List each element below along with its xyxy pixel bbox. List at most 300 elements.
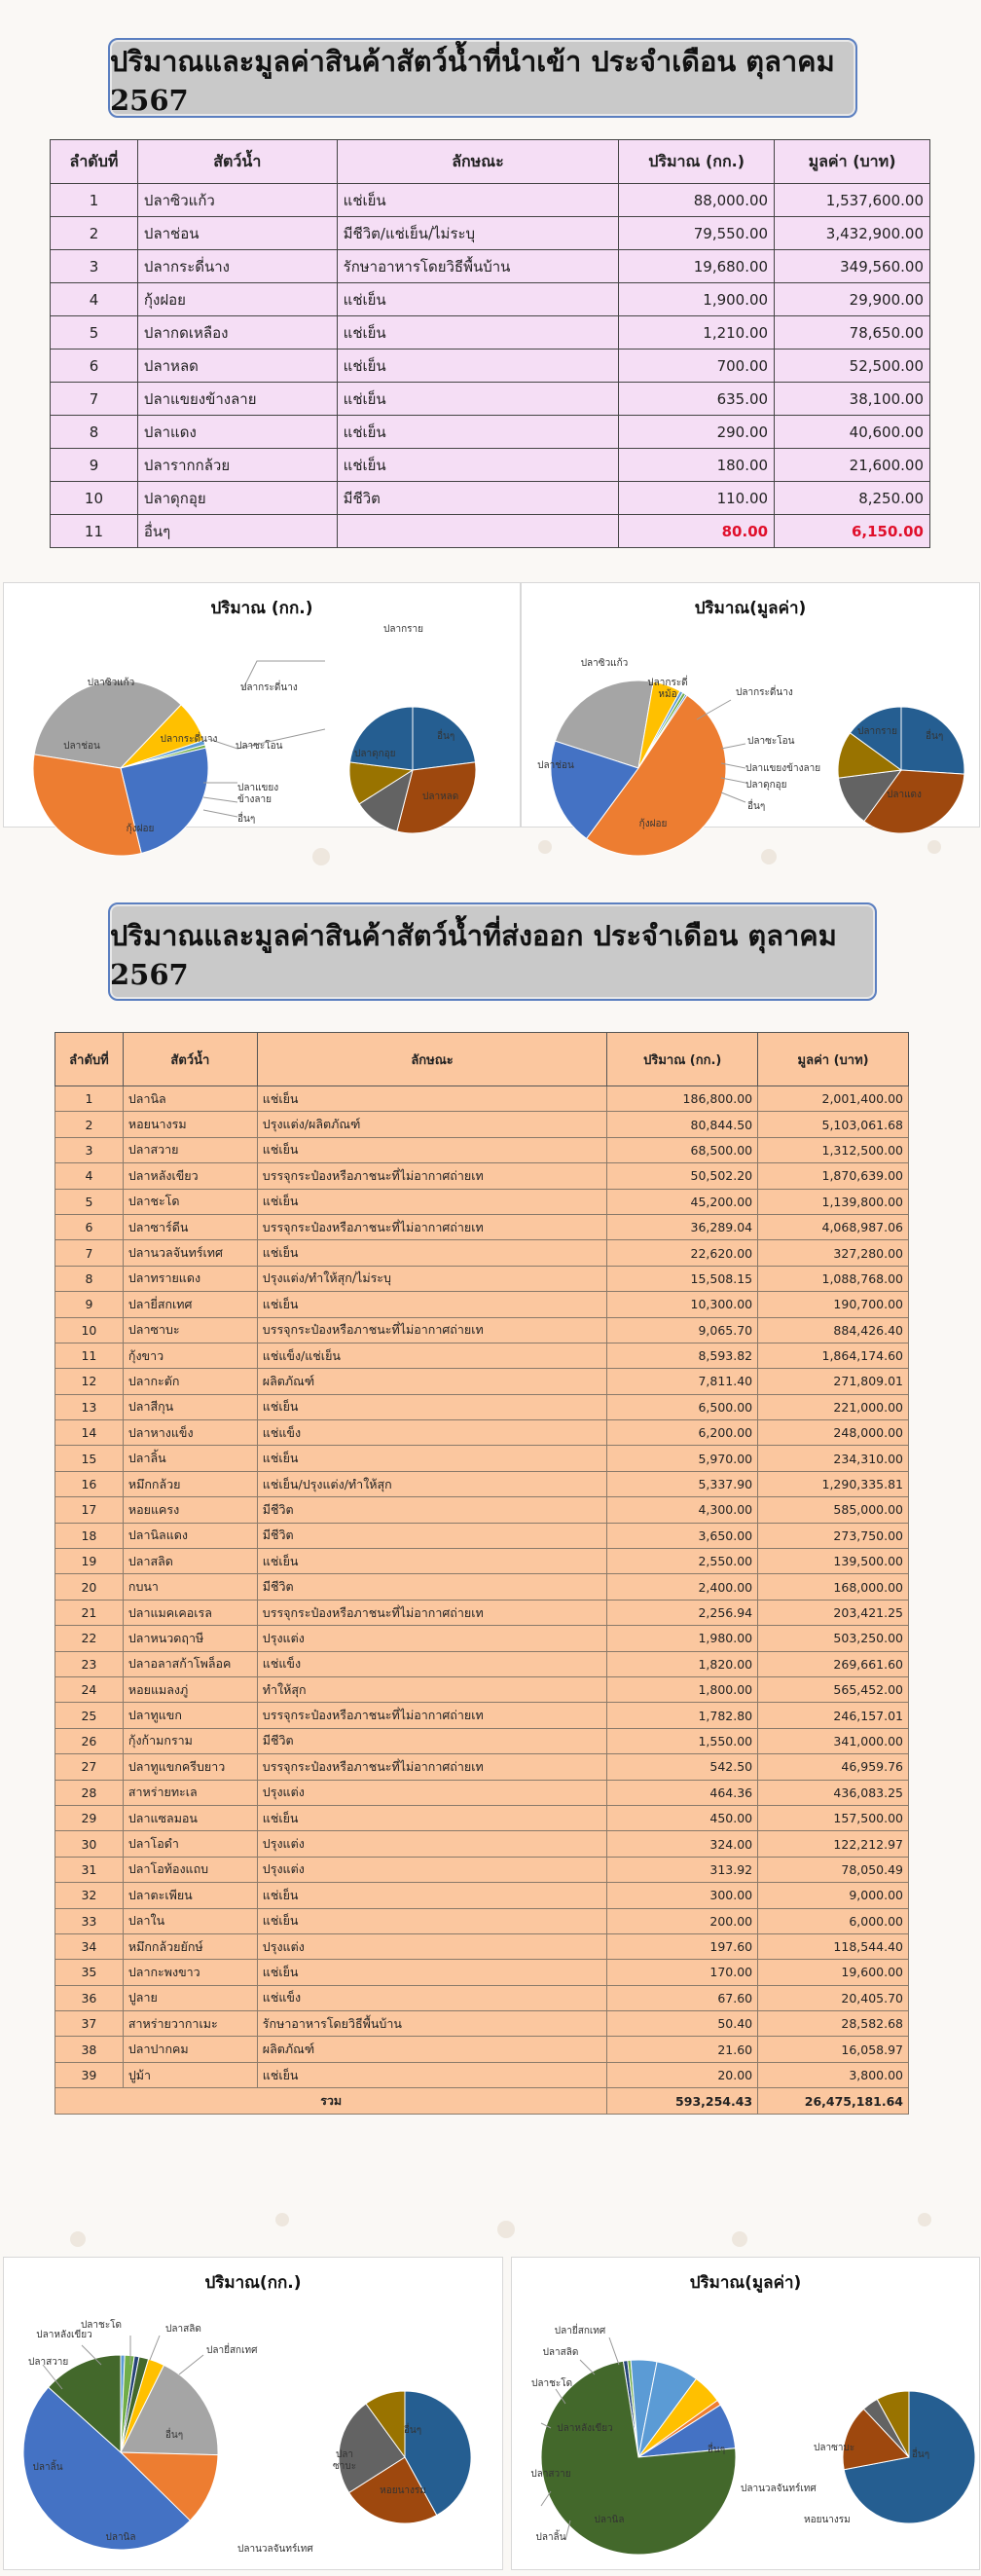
- row-order: 15: [55, 1446, 124, 1471]
- row-volume: 313.92: [607, 1857, 758, 1882]
- total-volume: 593,254.43: [607, 2088, 758, 2115]
- row-order: 13: [55, 1394, 124, 1419]
- row-species: ปลาหนวดฤาษี: [123, 1626, 257, 1651]
- table-row: [55, 1137, 909, 1162]
- row-species: กุ้งฝอย: [137, 283, 337, 316]
- table-row: [55, 1112, 909, 1137]
- pie-label: กุ้งฝอย: [638, 819, 668, 829]
- row-value: 157,500.00: [758, 1805, 909, 1830]
- pie-label: ปลาสลิด: [165, 2324, 201, 2335]
- row-form: แช่เย็น: [257, 1086, 607, 1112]
- table-row: [55, 1343, 909, 1368]
- leader-line: [150, 2336, 160, 2360]
- header-form: ลักษณะ: [337, 140, 619, 184]
- row-form: แช่เย็น: [337, 316, 619, 350]
- row-form: มีชีวิต: [257, 1497, 607, 1523]
- row-value: 21,600.00: [775, 449, 930, 482]
- row-value: 9,000.00: [758, 1883, 909, 1908]
- export-table: [54, 1032, 909, 2115]
- pie-label: อื่นๆ: [403, 2425, 422, 2436]
- row-form: มีชีวิต: [337, 482, 619, 515]
- table-row: [55, 1651, 909, 1676]
- row-volume: 88,000.00: [619, 184, 775, 217]
- table-row: [55, 1369, 909, 1394]
- row-order: 21: [55, 1600, 124, 1625]
- chart-title: ปริมาณ(มูลค่า): [694, 599, 807, 618]
- row-species: ปูม้า: [123, 2062, 257, 2087]
- table-row: [51, 383, 930, 416]
- leader-line: [721, 792, 745, 802]
- row-value: 1,088,768.00: [758, 1266, 909, 1291]
- table-row: [55, 1574, 909, 1600]
- sub-pie: [843, 2391, 975, 2523]
- pie-label: ปลาสวาย: [530, 2469, 571, 2480]
- row-species: ปลาแซลมอน: [123, 1805, 257, 1830]
- header-order: ลำดับที่: [55, 1033, 124, 1086]
- row-order: 11: [51, 515, 138, 548]
- row-value: 118,544.40: [758, 1933, 909, 1959]
- import-title: ปริมาณและมูลค่าสินค้าสัตว์น้ำที่นำเข้า ประจำเดือน ตุลาคม 2567: [108, 38, 857, 118]
- row-form: แช่แข็ง: [257, 1985, 607, 2010]
- row-value: 203,421.25: [758, 1600, 909, 1625]
- export-table-header: [55, 1033, 909, 1086]
- row-species: ปลาทูแขกครีบยาว: [123, 1754, 257, 1780]
- row-form: แช่เย็น: [257, 1240, 607, 1266]
- row-order: 27: [55, 1754, 124, 1780]
- row-order: 6: [51, 350, 138, 383]
- row-volume: 170.00: [607, 1960, 758, 1985]
- row-volume: 1,210.00: [619, 316, 775, 350]
- row-form: บรรจุกระป๋องหรือภาชนะที่ไม่อากาศถ่ายเท: [257, 1600, 607, 1625]
- header-form: ลักษณะ: [257, 1033, 607, 1086]
- row-species: ปลาแขยงข้างลาย: [137, 383, 337, 416]
- row-order: 9: [55, 1292, 124, 1317]
- row-form: รักษาอาหารโดยวิธีพื้นบ้าน: [257, 2011, 607, 2037]
- row-value: 8,250.00: [775, 482, 930, 515]
- row-value: 349,560.00: [775, 250, 930, 283]
- row-value: 585,000.00: [758, 1497, 909, 1523]
- row-volume: 1,820.00: [607, 1651, 758, 1676]
- table-row: [55, 1497, 909, 1523]
- row-species: กุ้งก้ามกราม: [123, 1728, 257, 1753]
- table-row: [55, 1523, 909, 1548]
- row-volume: 110.00: [619, 482, 775, 515]
- pie-label: อื่นๆ: [437, 731, 455, 742]
- row-order: 9: [51, 449, 138, 482]
- row-form: ปรุงแต่ง/ทำให้สุก/ไม่ระบุ: [257, 1266, 607, 1291]
- row-volume: 3,650.00: [607, 1523, 758, 1548]
- header-species: สัตว์น้ำ: [123, 1033, 257, 1086]
- row-species: ปลาหางแข็ง: [123, 1420, 257, 1446]
- row-form: มีชีวิต: [257, 1574, 607, 1600]
- pie-label: กุ้งฝอย: [126, 824, 155, 834]
- table-row: [55, 1420, 909, 1446]
- row-value: 20,405.70: [758, 1985, 909, 2010]
- row-form: แช่เย็น: [257, 1805, 607, 1830]
- chart-title: ปริมาณ(กก.): [204, 2273, 302, 2293]
- main-pie: [33, 681, 208, 856]
- row-species: ปูลาย: [123, 1985, 257, 2010]
- import-value-chart: [521, 582, 980, 828]
- row-value: 3,432,900.00: [775, 217, 930, 250]
- row-volume: 6,500.00: [607, 1394, 758, 1419]
- row-order: 3: [55, 1137, 124, 1162]
- row-value: 1,139,800.00: [758, 1189, 909, 1214]
- chart-title: ปริมาณ(มูลค่า): [689, 2273, 802, 2293]
- row-value: 1,864,174.60: [758, 1343, 909, 1368]
- row-form: แช่เย็น: [337, 383, 619, 416]
- pie-label: ปลาหลด: [422, 791, 459, 802]
- row-species: ปลาทูแขก: [123, 1703, 257, 1728]
- pie-label: ปลาลิ้น: [32, 2462, 63, 2473]
- row-order: 4: [51, 283, 138, 316]
- row-value: 168,000.00: [758, 1574, 909, 1600]
- row-volume: 50,502.20: [607, 1163, 758, 1189]
- row-species: ปลาอลาสก้าโพล็อค: [123, 1651, 257, 1676]
- row-volume: 79,550.00: [619, 217, 775, 250]
- row-volume: 700.00: [619, 350, 775, 383]
- pie-label: ปลากราย: [383, 624, 423, 635]
- row-volume: 324.00: [607, 1831, 758, 1857]
- row-value: 503,250.00: [758, 1626, 909, 1651]
- row-form: ปรุงแต่ง: [257, 1831, 607, 1857]
- row-value: 271,809.01: [758, 1369, 909, 1394]
- row-form: ผลิตภัณฑ์: [257, 2037, 607, 2062]
- table-row: [51, 217, 930, 250]
- row-volume: 9,065.70: [607, 1317, 758, 1343]
- pie-label: ปลาสลิด: [542, 2347, 579, 2358]
- row-value: 273,750.00: [758, 1523, 909, 1548]
- table-row: [51, 283, 930, 316]
- pie-label: ปลาหลังเขียว: [36, 2330, 92, 2340]
- row-value: 52,500.00: [775, 350, 930, 383]
- row-form: แช่เย็น: [337, 449, 619, 482]
- row-order: 39: [55, 2062, 124, 2087]
- pie-label: ปลาลิ้น: [535, 2532, 566, 2543]
- total-value: 26,475,181.64: [758, 2088, 909, 2115]
- row-volume: 5,970.00: [607, 1446, 758, 1471]
- import-table-header: [51, 140, 930, 184]
- table-row: [55, 1985, 909, 2010]
- row-value: 565,452.00: [758, 1676, 909, 1702]
- table-row: [55, 1626, 909, 1651]
- row-volume: 2,400.00: [607, 1574, 758, 1600]
- row-form: ปรุงแต่ง: [257, 1780, 607, 1805]
- pie-label: ปลาซาบะ: [332, 2449, 357, 2472]
- pie-label: ปลาชะโด: [80, 2320, 123, 2331]
- row-species: ปลานิล: [123, 1086, 257, 1112]
- row-volume: 19,680.00: [619, 250, 775, 283]
- row-value: 1,290,335.81: [758, 1471, 909, 1496]
- row-form: บรรจุกระป๋องหรือภาชนะที่ไม่อากาศถ่ายเท: [257, 1703, 607, 1728]
- row-order: 38: [55, 2037, 124, 2062]
- row-order: 12: [55, 1369, 124, 1394]
- row-order: 7: [55, 1240, 124, 1266]
- row-form: แช่แข็ง: [257, 1420, 607, 1446]
- row-form: แช่เย็น: [257, 1394, 607, 1419]
- header-value: มูลค่า (บาท): [775, 140, 930, 184]
- table-row: [51, 449, 930, 482]
- row-species: ปลาโอท้องแถบ: [123, 1857, 257, 1882]
- row-volume: 4,300.00: [607, 1497, 758, 1523]
- row-order: 23: [55, 1651, 124, 1676]
- row-volume: 20.00: [607, 2062, 758, 2087]
- row-volume: 5,337.90: [607, 1471, 758, 1496]
- row-order: 1: [55, 1086, 124, 1112]
- table-row: [51, 184, 930, 217]
- pie-label: ปลากราย: [857, 726, 897, 737]
- pie-label: ปลาซะโอน: [236, 741, 283, 752]
- pie-label: อื่นๆ: [926, 731, 944, 742]
- table-row: [55, 1240, 909, 1266]
- pie-label: ปลาซะโอน: [747, 736, 795, 747]
- row-form: แช่เย็น: [257, 1908, 607, 1933]
- row-form: แช่เย็น: [257, 1446, 607, 1471]
- table-row: [55, 1754, 909, 1780]
- row-order: 3: [51, 250, 138, 283]
- row-species: ปลากะตัก: [123, 1369, 257, 1394]
- main-pie: [541, 2360, 736, 2555]
- header-volume: ปริมาณ (กก.): [607, 1033, 758, 1086]
- row-species: อื่นๆ: [137, 515, 337, 548]
- row-volume: 67.60: [607, 1985, 758, 2010]
- row-value: 29,900.00: [775, 283, 930, 316]
- row-form: แช่เย็น: [257, 1549, 607, 1574]
- pie-label: ปลาดุกอุย: [745, 780, 787, 791]
- pie-label: ปลากระดี่นาง: [240, 682, 298, 693]
- row-species: ปลาแดง: [137, 416, 337, 449]
- row-species: ปลาตะเพียน: [123, 1883, 257, 1908]
- total-label: รวม: [55, 2088, 607, 2115]
- pie-label: ปลาช่อน: [537, 760, 574, 771]
- leader-line: [179, 2355, 203, 2374]
- table-row: [55, 1394, 909, 1419]
- row-value: 6,150.00: [775, 515, 930, 548]
- row-species: สาหร่ายวากาเมะ: [123, 2011, 257, 2037]
- row-species: ปลารากกล้วย: [137, 449, 337, 482]
- row-form: แช่เย็น: [257, 1292, 607, 1317]
- row-value: 269,661.60: [758, 1651, 909, 1676]
- row-value: 3,800.00: [758, 2062, 909, 2087]
- row-volume: 464.36: [607, 1780, 758, 1805]
- import-table: [50, 139, 930, 548]
- row-order: 2: [55, 1112, 124, 1137]
- row-species: หอยแครง: [123, 1497, 257, 1523]
- row-species: ปลาปากคม: [123, 2037, 257, 2062]
- row-order: 16: [55, 1471, 124, 1496]
- table-row: [55, 1600, 909, 1625]
- table-row: [55, 1703, 909, 1728]
- row-volume: 80.00: [619, 515, 775, 548]
- row-form: บรรจุกระป๋องหรือภาชนะที่ไม่อากาศถ่ายเท: [257, 1754, 607, 1780]
- row-species: ปลาซาร์ดีน: [123, 1214, 257, 1239]
- table-row: [55, 1292, 909, 1317]
- chart-title: ปริมาณ (กก.): [210, 599, 313, 618]
- pie-label: ปลาแขยงข้างลาย: [745, 763, 821, 774]
- row-form: แช่เย็น: [337, 350, 619, 383]
- row-value: 1,312,500.00: [758, 1137, 909, 1162]
- table-row: [55, 2011, 909, 2037]
- row-order: 20: [55, 1574, 124, 1600]
- table-row: [55, 1857, 909, 1882]
- row-value: 234,310.00: [758, 1446, 909, 1471]
- row-order: 25: [55, 1703, 124, 1728]
- row-order: 31: [55, 1857, 124, 1882]
- pie-label: ปลาดุกอุย: [354, 749, 396, 759]
- row-order: 26: [55, 1728, 124, 1753]
- row-species: ปลากระดี่นาง: [137, 250, 337, 283]
- table-row: [55, 1163, 909, 1189]
- row-volume: 80,844.50: [607, 1112, 758, 1137]
- row-order: 4: [55, 1163, 124, 1189]
- table-row: [51, 416, 930, 449]
- row-volume: 21.60: [607, 2037, 758, 2062]
- row-value: 221,000.00: [758, 1394, 909, 1419]
- row-order: 28: [55, 1780, 124, 1805]
- table-row: [55, 1471, 909, 1496]
- pie-label: หอยนางรม: [380, 2485, 426, 2496]
- row-form: ทำให้สุก: [257, 1676, 607, 1702]
- row-value: 19,600.00: [758, 1960, 909, 1985]
- pie-label: ปลาชะโด: [531, 2378, 573, 2389]
- row-order: 30: [55, 1831, 124, 1857]
- row-value: 16,058.97: [758, 2037, 909, 2062]
- export-volume-chart: [3, 2257, 503, 2570]
- table-row: [51, 316, 930, 350]
- pie-label: อื่นๆ: [707, 2445, 726, 2455]
- export-title: ปริมาณและมูลค่าสินค้าสัตว์น้ำที่ส่งออก ประจำเดือน ตุลาคม 2567: [108, 902, 877, 1001]
- table-row: [55, 1933, 909, 1959]
- table-row: [55, 2037, 909, 2062]
- row-value: 6,000.00: [758, 1908, 909, 1933]
- row-volume: 10,300.00: [607, 1292, 758, 1317]
- row-order: 10: [51, 482, 138, 515]
- row-value: 884,426.40: [758, 1317, 909, 1343]
- table-row: [55, 1446, 909, 1471]
- row-species: หอยนางรม: [123, 1112, 257, 1137]
- table-row: [51, 482, 930, 515]
- pie-label: ปลาแขยงข้างลาย: [237, 783, 279, 805]
- row-order: 35: [55, 1960, 124, 1985]
- import-volume-chart: [3, 582, 521, 834]
- row-form: แช่แข็ง: [257, 1651, 607, 1676]
- pie-label: ปลาซาบะ: [814, 2443, 855, 2453]
- header-value: มูลค่า (บาท): [758, 1033, 909, 1086]
- row-form: ปรุงแต่ง: [257, 1857, 607, 1882]
- row-order: 8: [51, 416, 138, 449]
- pie-label: ปลายี่สกเทศ: [206, 2345, 258, 2356]
- pie-label: ปลากระดี่นาง: [736, 687, 793, 698]
- row-form: แช่เย็น/ปรุงแต่ง/ทำให้สุก: [257, 1471, 607, 1496]
- row-form: บรรจุกระป๋องหรือภาชนะที่ไม่อากาศถ่ายเท: [257, 1317, 607, 1343]
- row-order: 32: [55, 1883, 124, 1908]
- pie-label: ปลากระดี่นาง: [160, 734, 218, 745]
- row-form: แช่เย็น: [257, 1137, 607, 1162]
- table-row: [51, 515, 930, 548]
- leader-line: [580, 2360, 595, 2374]
- pie-label: ปลานวลจันทร์เทศ: [237, 2544, 313, 2555]
- row-volume: 6,200.00: [607, 1420, 758, 1446]
- row-volume: 8,593.82: [607, 1343, 758, 1368]
- row-species: ปลาซิวแก้ว: [137, 184, 337, 217]
- row-volume: 450.00: [607, 1805, 758, 1830]
- pie-label: ปลาซิวแก้ว: [580, 658, 629, 669]
- row-order: 7: [51, 383, 138, 416]
- pie-label: อื่นๆ: [237, 814, 256, 825]
- leader-line: [203, 797, 237, 802]
- row-species: ปลานิลแดง: [123, 1523, 257, 1548]
- row-value: 436,083.25: [758, 1780, 909, 1805]
- row-value: 341,000.00: [758, 1728, 909, 1753]
- row-form: แช่แข็ง/แช่เย็น: [257, 1343, 607, 1368]
- main-pie: [551, 681, 726, 856]
- row-order: 14: [55, 1420, 124, 1446]
- table-row: [55, 2062, 909, 2087]
- row-order: 17: [55, 1497, 124, 1523]
- sub-pie: [339, 2391, 471, 2523]
- row-form: แช่เย็น: [257, 2062, 607, 2087]
- row-form: ปรุงแต่ง/ผลิตภัณฑ์: [257, 1112, 607, 1137]
- row-order: 34: [55, 1933, 124, 1959]
- row-order: 29: [55, 1805, 124, 1830]
- row-value: 46,959.76: [758, 1754, 909, 1780]
- row-order: 19: [55, 1549, 124, 1574]
- table-row: [55, 1780, 909, 1805]
- pie-label: ปลายี่สกเทศ: [554, 2326, 606, 2337]
- table-row: [55, 1189, 909, 1214]
- row-value: 122,212.97: [758, 1831, 909, 1857]
- row-species: ปลาช่อน: [137, 217, 337, 250]
- pie-slice: [350, 707, 413, 770]
- leader-line: [203, 810, 237, 817]
- row-species: ปลาหลังเขียว: [123, 1163, 257, 1189]
- row-order: 8: [55, 1266, 124, 1291]
- pie-label: ปลาแดง: [887, 790, 922, 800]
- pie-label: ปลาช่อน: [63, 741, 100, 752]
- row-volume: 300.00: [607, 1883, 758, 1908]
- row-species: หอยแมลงภู่: [123, 1676, 257, 1702]
- row-order: 18: [55, 1523, 124, 1548]
- row-order: 5: [55, 1189, 124, 1214]
- row-form: บรรจุกระป๋องหรือภาชนะที่ไม่อากาศถ่ายเท: [257, 1163, 607, 1189]
- row-species: ปลาลิ้น: [123, 1446, 257, 1471]
- row-form: แช่เย็น: [257, 1883, 607, 1908]
- row-value: 248,000.00: [758, 1420, 909, 1446]
- header-species: สัตว์น้ำ: [137, 140, 337, 184]
- row-volume: 200.00: [607, 1908, 758, 1933]
- row-value: 5,103,061.68: [758, 1112, 909, 1137]
- leader-line: [541, 2491, 551, 2506]
- row-value: 246,157.01: [758, 1703, 909, 1728]
- row-species: ปลาสวาย: [123, 1137, 257, 1162]
- main-pie: [23, 2355, 218, 2550]
- pie-label: หอยนางรม: [804, 2515, 851, 2525]
- row-form: แช่เย็น: [337, 283, 619, 316]
- row-volume: 2,550.00: [607, 1549, 758, 1574]
- leader-line: [721, 744, 745, 749]
- row-order: 6: [55, 1214, 124, 1239]
- row-volume: 68,500.00: [607, 1137, 758, 1162]
- row-volume: 186,800.00: [607, 1086, 758, 1112]
- row-species: หมึกกล้วยยักษ์: [123, 1933, 257, 1959]
- row-form: แช่เย็น: [257, 1189, 607, 1214]
- row-form: บรรจุกระป๋องหรือภาชนะที่ไม่อากาศถ่ายเท: [257, 1214, 607, 1239]
- table-row: [55, 1086, 909, 1112]
- row-value: 78,050.49: [758, 1857, 909, 1882]
- row-volume: 290.00: [619, 416, 775, 449]
- row-value: 327,280.00: [758, 1240, 909, 1266]
- row-species: หมึกกล้วย: [123, 1471, 257, 1496]
